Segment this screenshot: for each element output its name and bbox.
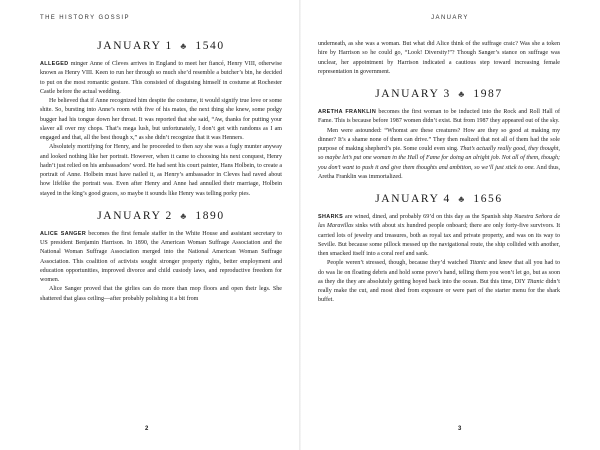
entry-italic-text: Titanic	[527, 278, 544, 285]
date-heading-month: JANUARY 3	[375, 88, 451, 100]
entry-italic-text: Titanic	[469, 260, 487, 267]
running-head-left: THE HISTORY GOSSIP	[40, 15, 130, 21]
entry-paragraph	[318, 213, 560, 259]
entry-paragraph	[40, 143, 282, 199]
entry-lead-word: ALLEGED	[40, 61, 69, 67]
page-number-left: 2	[145, 426, 149, 432]
entry-lead-word: SHARKS	[318, 214, 344, 220]
entry-text: becomes the first female staffer in the White House and assistant secretary to US president Benjamin Harrison. In 1890, the American Woman Suffrage Association and the National Woman Suffrage Association merged into the National American Woman Suffrage Association. This coalition of activists sought stronger property rights, better employment and education opportunities, improved divorce and child custody laws, and reproductive freedom for women.	[40, 230, 282, 283]
entry-paragraph: Alice Sanger proved that the girlies can do more than mop floors and open their legs. She shattered that glass ceiling—after probably polishing it a bit from	[40, 286, 282, 302]
date-heading-year: 1890	[195, 209, 225, 222]
entry-text: sinks with about six hundred people onboard; there are only forty-five survivors. It carried lots of jewelry and treasures, both as royal tax and private property, and was on its way to Seville. But because some pillock messed up the navigational route, the ship collided with another, then smacked itself into a coral reef and sank.	[318, 223, 560, 257]
entry-text: she was a fugly munter anyway and looked nothing like her portrait. However, when it came to choosing his next conquest, Henry hadn’t just relied on his ambassadors’ word. He had sent his court painter, Hans Holbein, to create a portrait of Anne. Holbein must have nailed it, as Henry’s ambassador in Cleves had raved about how lifelike the portrait was. Even after Henry and Anne had annulled their marriage, Holbein stayed in the king’s good graces, so maybe it sounds like Henry was telling porky pies.	[40, 144, 282, 197]
entry-text: Men were astounded: “Whomst are these creatures? How are they so good at making my dinner? It’s a shame none of them can drive.” They then realized that not all of them had the sole purpose of making shepherd’s pie. Some could even sing.	[318, 127, 560, 152]
date-heading-month: JANUARY 1	[97, 40, 173, 52]
entry-text: becomes the first woman to be inducted into the Rock and Roll Hall of Fame. This is because before 1987 women didn’t exist. But from 1987 they appeared out of the sky.	[318, 109, 560, 125]
running-head-right: JANUARY	[431, 15, 469, 21]
entry-lead-word: ARETHA FRANKLIN	[318, 109, 377, 115]
entry-paragraph	[318, 127, 560, 183]
entry-paragraph	[318, 259, 560, 305]
entry-text: People weren’t stressed, though, because they’d watched	[327, 260, 470, 267]
date-heading-month: JANUARY 4	[375, 193, 451, 205]
entry-italic-text: That’s actually really good, they thought, so maybe let’s put one woman in the Hall of Fame for doing an alright job. Not all of them, though; you don’t want to push it and give them thoughts and ambition, so we’ll just stick to one.	[318, 146, 560, 171]
entry-text: minger Anne of Cleves arrives in England to meet her fiancé, Henry VIII, otherwise known as Henry VIII. Keen to run her through so much she’d resemble a butcher’s bin, he decided to put on the most romantic gesture. This consisted of disguising himself in costume at Rochester Castle before the actual wedding.	[40, 61, 282, 95]
right-page-content	[318, 40, 560, 306]
entry-italic-text: say	[194, 144, 203, 151]
date-heading-jan-2	[40, 210, 282, 222]
right-page	[300, 0, 600, 450]
entry-text: are wined, dined, and probably 69’d on this day as the Spanish ship	[343, 214, 515, 220]
clover-ornament-icon: ♣	[458, 89, 466, 99]
entry-lead-word: ALICE SANGER	[40, 230, 87, 237]
entry-paragraph: underneath, as she was a woman. But what did Alice think of the suffrage craic? Was she a token hire by Harrison so he could go, “Look! Diversity!”? Though Sanger’s stance on suffrage was unclear, her appointment by Harrison indicated a cautious step toward increasing female representation in government.	[318, 41, 560, 75]
left-page-content	[40, 40, 282, 304]
entry-paragraph: He believed that if Anne recognized him despite the costume, it would signify true love or some shite. So, bursting into Anne’s room with five of his mates, the next thing she knew, some podgy bugger had his tongue down her throat. It was reported that she said, “Aw, thanks for putting your slaver all over my chops. That’s mega lush, but unfortunately, I don’t get with randoms as I am engaged and that, all the best though x,” as she didn’t recognize that it was Henners.	[40, 98, 282, 141]
date-heading-month: JANUARY 2	[97, 209, 173, 222]
clover-ornament-icon: ♣	[180, 210, 188, 221]
entry-paragraph	[318, 108, 560, 127]
date-heading-year: 1987	[473, 88, 503, 100]
date-heading-jan-4	[318, 193, 560, 205]
date-heading-jan-3	[318, 88, 560, 100]
date-heading-year: 1656	[473, 193, 503, 205]
entry-text: Absolutely mortifying for Henry, and he proceeded to then	[49, 144, 195, 151]
date-heading-year: 1540	[195, 40, 225, 52]
entry-text: And thus, Aretha Franklin was immortalized.	[318, 164, 560, 180]
clover-ornament-icon: ♣	[458, 194, 466, 204]
date-heading-jan-1	[40, 40, 282, 52]
clover-ornament-icon: ♣	[180, 41, 188, 51]
page-number-right: 3	[458, 426, 462, 432]
entry-italic-text: Nuestra Señora de las Maravillas	[318, 214, 561, 230]
entry-paragraph	[40, 230, 282, 286]
entry-text: and knew that all you had to do was lie on floating debris and hold some povo’s hand, telling them you won’t let go, but as soon as they die they are absolutely getting hoyed back into the ocean. But this time, DIY	[318, 260, 560, 285]
entry-text: didn’t really make the cut, and most died from exposure or were part of the starter menu for the shark buffet.	[318, 278, 560, 304]
entry-paragraph	[40, 60, 282, 97]
